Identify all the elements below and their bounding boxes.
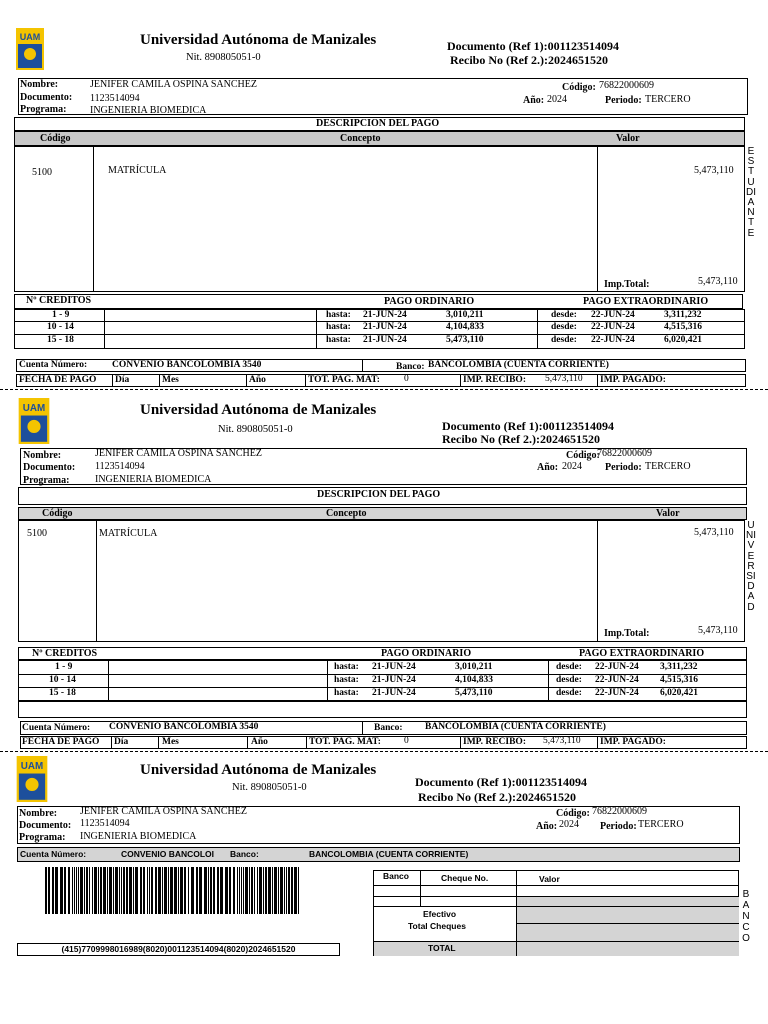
barcode-bar <box>263 867 264 914</box>
hasta-date-2: 21-JUN-24 <box>372 675 416 685</box>
credits-header-ordinario: PAGO ORDINARIO <box>384 296 475 307</box>
student-period: TERCERO <box>645 94 691 105</box>
col-codigo: Código <box>40 133 71 144</box>
barcode-bar <box>217 867 219 914</box>
barcode-bar <box>126 867 128 914</box>
extra-value-1: 3,311,232 <box>664 310 702 320</box>
nombre-label: Nombre: <box>19 808 58 819</box>
barcode-bar <box>48 867 50 914</box>
svg-text:UAM: UAM <box>20 761 44 773</box>
documento-label: Documento: <box>20 92 73 103</box>
doc-ref-label: Documento (Ref 1): <box>447 39 548 53</box>
student-code: 76822000609 <box>597 448 652 459</box>
barcode-bar <box>129 867 132 914</box>
student-program: INGENIERIA BIOMEDICA <box>95 474 212 485</box>
barcode-bar <box>94 867 97 914</box>
student-code: 76822000609 <box>592 806 647 817</box>
barcode-bar <box>78 867 79 914</box>
barcode-bar <box>80 867 83 914</box>
nit: Nit. 890805051-0 <box>218 424 293 435</box>
barcode-text: (415)7709998016989(8020)001123514094(8020)2024651520 <box>61 944 296 954</box>
mes-label: Mes <box>162 737 179 747</box>
banco-value: BANCOLOMBIA (CUENTA CORRIENTE) <box>425 722 606 732</box>
tot-pag-value: 0 <box>404 374 409 384</box>
barcode-bar <box>229 867 231 914</box>
credits-header-creditos: Nº CREDITOS <box>26 295 92 306</box>
barcode-bar <box>52 867 54 914</box>
barcode-bar <box>257 867 258 914</box>
barcode-bar <box>92 867 93 914</box>
barcode-bar <box>115 867 118 914</box>
barcode-bar <box>55 867 58 914</box>
barcode-bar <box>245 867 248 914</box>
banco-label: Banco: <box>374 723 403 733</box>
student-year: 2024 <box>559 819 579 830</box>
barcode-bar <box>135 867 138 914</box>
barcode-bar <box>149 867 150 914</box>
barcode-bar <box>168 867 169 914</box>
bank-col-cheque: Cheque No. <box>441 873 489 883</box>
col-valor: Valor <box>656 508 680 519</box>
item-concept: MATRÍCULA <box>99 528 158 539</box>
barcode-bar <box>89 867 90 914</box>
imp-recibo-label: IMP. RECIBO: <box>463 375 526 385</box>
credits-header-ordinario: PAGO ORDINARIO <box>381 648 472 659</box>
banco-label: Banco: <box>396 362 425 372</box>
receipt-ref-value: 2024651520 <box>547 53 608 67</box>
hasta-date-3: 21-JUN-24 <box>363 335 407 345</box>
item-code: 5100 <box>27 528 47 539</box>
credit-range-1: 1 - 9 <box>55 662 73 672</box>
student-period: TERCERO <box>638 819 684 830</box>
university-name: Universidad Autónoma de Manizales <box>140 32 377 48</box>
desde-date-3: 22-JUN-24 <box>595 688 639 698</box>
barcode-bar <box>170 867 173 914</box>
ord-value-1: 3,010,211 <box>455 662 493 672</box>
barcode-bar <box>298 867 299 914</box>
bank-efectivo: Efectivo <box>423 909 457 919</box>
credits-header-creditos: Nº CREDITOS <box>32 648 98 659</box>
barcode-bar <box>84 867 85 914</box>
col-concepto: Concepto <box>340 133 381 144</box>
tot-pag-label: TOT. PAG. MAT: <box>308 375 380 385</box>
payment-table-header <box>18 507 747 520</box>
dia-label: Día <box>114 737 129 747</box>
barcode-bar <box>100 867 102 914</box>
barcode-bar <box>288 867 290 914</box>
barcode-bar <box>196 867 198 914</box>
desde-label: desde: <box>551 310 577 320</box>
university-name: Universidad Autónoma de Manizales <box>140 402 377 418</box>
payment-section-title: DESCRIPCION DEL PAGO <box>316 118 440 129</box>
periodo-label: Periodo: <box>605 462 642 473</box>
barcode-bar <box>249 867 250 914</box>
barcode-bar <box>155 867 157 914</box>
doc-ref-value: 001123514094 <box>542 419 614 433</box>
barcode-bar <box>107 867 108 914</box>
periodo-label: Periodo: <box>600 821 637 832</box>
extra-value-2: 4,515,316 <box>660 675 698 685</box>
credits-header-extra: PAGO EXTRAORDINARIO <box>579 648 705 659</box>
svg-text:UAM: UAM <box>22 403 46 415</box>
barcode-bar <box>225 867 228 914</box>
desde-date-3: 22-JUN-24 <box>591 335 635 345</box>
bank-col-banco: Banco <box>383 871 409 881</box>
desde-label: desde: <box>556 662 582 672</box>
credit-range-2: 10 - 14 <box>47 322 74 332</box>
student-document: 1123514094 <box>90 93 140 104</box>
student-name: JENIFER CAMILA OSPINA SANCHEZ <box>80 806 247 817</box>
blank-row <box>18 701 747 718</box>
barcode-bar <box>184 867 186 914</box>
item-value: 5,473,110 <box>694 165 734 176</box>
periodo-label: Periodo: <box>605 95 642 106</box>
imp-total-value: 5,473,110 <box>698 276 738 287</box>
desde-label: desde: <box>556 688 582 698</box>
barcode-bar <box>164 867 167 914</box>
codigo-label: Código: <box>556 808 590 819</box>
student-document: 1123514094 <box>80 818 130 829</box>
barcode-bar <box>180 867 183 914</box>
hasta-label: hasta: <box>326 335 351 345</box>
imp-pagado-label: IMP. PAGADO: <box>600 737 666 747</box>
nombre-label: Nombre: <box>20 79 59 90</box>
tot-pag-label: TOT. PAG. MAT: <box>309 737 381 747</box>
extra-value-3: 6,020,421 <box>660 688 698 698</box>
barcode-bar <box>174 867 177 914</box>
hasta-date-3: 21-JUN-24 <box>372 688 416 698</box>
barcode-bar <box>204 867 207 914</box>
nombre-label: Nombre: <box>23 450 62 461</box>
ord-value-2: 4,104,833 <box>455 675 493 685</box>
nit: Nit. 890805051-0 <box>186 52 261 63</box>
barcode-bar <box>243 867 244 914</box>
banco-label: Banco: <box>230 849 259 859</box>
barcode-bar <box>251 867 253 914</box>
bank-col-valor: Valor <box>539 874 560 884</box>
barcode-bar <box>64 867 66 914</box>
desde-date-1: 22-JUN-24 <box>595 662 639 672</box>
barcode-bar <box>121 867 122 914</box>
hasta-label: hasta: <box>334 662 359 672</box>
cut-line <box>0 751 768 752</box>
ord-value-3: 5,473,110 <box>446 335 484 345</box>
hasta-date-1: 21-JUN-24 <box>372 662 416 672</box>
barcode-bar <box>98 867 99 914</box>
barcode-bar <box>119 867 120 914</box>
barcode-bar <box>265 867 267 914</box>
side-label-banco: BANCO <box>742 889 750 944</box>
student-code: 76822000609 <box>599 80 654 91</box>
student-period: TERCERO <box>645 461 691 472</box>
barcode-bar <box>45 867 47 914</box>
student-year: 2024 <box>562 461 582 472</box>
barcode-bar <box>72 867 73 914</box>
programa-label: Programa: <box>19 832 66 843</box>
barcode <box>45 867 301 914</box>
barcode-bar <box>259 867 262 914</box>
barcode-bar <box>143 867 145 914</box>
receipt-ref-value: 2024651520 <box>539 432 600 446</box>
documento-label: Documento: <box>19 820 72 831</box>
cuenta-value: CONVENIO BANCOLOMBIA 3540 <box>112 360 262 370</box>
side-label-estudiante: ESTUDIANTE <box>746 146 756 239</box>
banco-value: BANCOLOMBIA (CUENTA CORRIENTE) <box>309 849 469 859</box>
imp-total-label: Imp.Total: <box>604 279 650 290</box>
programa-label: Programa: <box>23 475 70 486</box>
barcode-bar <box>220 867 223 914</box>
desde-label: desde: <box>551 335 577 345</box>
cuenta-label: Cuenta Número: <box>19 360 88 370</box>
anio-label: Año: <box>523 95 545 106</box>
barcode-bar <box>291 867 293 914</box>
barcode-bar <box>286 867 287 914</box>
nit: Nit. 890805051-0 <box>232 782 307 793</box>
student-document: 1123514094 <box>95 461 145 472</box>
barcode-bar <box>140 867 142 914</box>
uam-logo-icon <box>16 28 44 70</box>
tot-pag-value: 0 <box>404 736 409 746</box>
cuenta-value: CONVENIO BANCOLOI <box>121 849 215 859</box>
doc-ref-value: 001123514094 <box>515 775 587 789</box>
hasta-label: hasta: <box>326 310 351 320</box>
student-name: JENIFER CAMILA OSPINA SANCHEZ <box>95 448 262 459</box>
item-value: 5,473,110 <box>694 527 734 538</box>
barcode-bar <box>76 867 77 914</box>
col-concepto: Concepto <box>326 508 367 519</box>
barcode-bar <box>233 867 235 914</box>
imp-pagado-label: IMP. PAGADO: <box>600 375 666 385</box>
dia-label: Día <box>115 375 130 385</box>
credit-range-3: 15 - 18 <box>47 335 74 345</box>
university-name: Universidad Autónoma de Manizales <box>140 762 377 778</box>
hasta-label: hasta: <box>334 688 359 698</box>
anio-label: Año <box>249 375 266 385</box>
extra-value-3: 6,020,421 <box>664 335 702 345</box>
svg-text:UAM: UAM <box>19 32 41 42</box>
receipt-ref-label: Recibo No (Ref 2.): <box>418 790 516 804</box>
barcode-bar <box>191 867 194 914</box>
documento-label: Documento: <box>23 462 76 473</box>
anio-label: Año: <box>537 462 559 473</box>
banco-value: BANCOLOMBIA (CUENTA CORRIENTE) <box>428 360 609 370</box>
barcode-bar <box>151 867 153 914</box>
barcode-bar <box>123 867 125 914</box>
credit-range-3: 15 - 18 <box>49 688 76 698</box>
hasta-label: hasta: <box>334 675 359 685</box>
uam-logo-icon <box>16 756 48 802</box>
bank-grey-cells <box>516 896 739 941</box>
barcode-bar <box>162 867 163 914</box>
barcode-bar <box>268 867 271 914</box>
codigo-label: Código: <box>566 450 600 461</box>
cuenta-label: Cuenta Número: <box>20 849 87 859</box>
hasta-label: hasta: <box>326 322 351 332</box>
barcode-bar <box>133 867 134 914</box>
hasta-date-2: 21-JUN-24 <box>363 322 407 332</box>
barcode-bar <box>208 867 209 914</box>
barcode-bar <box>239 867 240 914</box>
barcode-bar <box>74 867 75 914</box>
anio-label: Año: <box>536 821 558 832</box>
cuenta-value: CONVENIO BANCOLOMBIA 3540 <box>109 722 259 732</box>
student-program: INGENIERIA BIOMEDICA <box>90 105 207 116</box>
ord-value-3: 5,473,110 <box>455 688 493 698</box>
receipt-ref-label: Recibo No (Ref 2.): <box>450 53 548 67</box>
uam-logo-icon <box>18 398 50 444</box>
doc-ref-value: 001123514094 <box>547 39 619 53</box>
desde-label: desde: <box>551 322 577 332</box>
barcode-bar <box>294 867 297 914</box>
credit-range-1: 1 - 9 <box>52 310 70 320</box>
extra-value-1: 3,311,232 <box>660 662 698 672</box>
barcode-bar <box>158 867 161 914</box>
desde-date-1: 22-JUN-24 <box>591 310 635 320</box>
imp-recibo-value: 5,473,110 <box>543 736 581 746</box>
barcode-bar <box>147 867 148 914</box>
credits-header-extra: PAGO EXTRAORDINARIO <box>583 296 709 307</box>
barcode-bar <box>241 867 242 914</box>
barcode-bar <box>213 867 215 914</box>
barcode-bar <box>178 867 179 914</box>
desde-date-2: 22-JUN-24 <box>591 322 635 332</box>
codigo-label: Código: <box>562 82 596 93</box>
barcode-bar <box>103 867 106 914</box>
desde-label: desde: <box>556 675 582 685</box>
bank-total: TOTAL <box>428 943 456 953</box>
student-program: INGENIERIA BIOMEDICA <box>80 831 197 842</box>
side-label-universidad: UNIVERSIDAD <box>746 520 756 613</box>
payment-section-title: DESCRIPCION DEL PAGO <box>317 489 441 500</box>
imp-recibo-label: IMP. RECIBO: <box>463 737 526 747</box>
barcode-bar <box>188 867 189 914</box>
ord-value-2: 4,104,833 <box>446 322 484 332</box>
item-code: 5100 <box>32 167 52 178</box>
col-codigo: Código <box>42 508 73 519</box>
student-year: 2024 <box>547 94 567 105</box>
barcode-bar <box>284 867 285 914</box>
imp-total-value: 5,473,110 <box>698 625 738 636</box>
anio-label: Año <box>251 737 268 747</box>
cuenta-label: Cuenta Número: <box>22 723 91 733</box>
barcode-bar <box>60 867 63 914</box>
credit-range-2: 10 - 14 <box>49 675 76 685</box>
imp-total-label: Imp.Total: <box>604 628 650 639</box>
fecha-label: FECHA DE PAGO <box>22 737 100 747</box>
barcode-bar <box>280 867 283 914</box>
cut-line <box>0 389 768 390</box>
barcode-bar <box>278 867 279 914</box>
doc-ref-label: Documento (Ref 1): <box>442 419 543 433</box>
mes-label: Mes <box>162 375 179 385</box>
barcode-bar <box>86 867 88 914</box>
student-name: JENIFER CAMILA OSPINA SANCHEZ <box>90 79 257 90</box>
extra-value-2: 4,515,316 <box>664 322 702 332</box>
barcode-bar <box>199 867 202 914</box>
item-concept: MATRÍCULA <box>108 165 167 176</box>
barcode-bar <box>113 867 114 914</box>
bank-total-cheques: Total Cheques <box>408 921 466 931</box>
desde-date-2: 22-JUN-24 <box>595 675 639 685</box>
barcode-bar <box>272 867 273 914</box>
barcode-bar <box>68 867 70 914</box>
barcode-bar <box>237 867 238 914</box>
hasta-date-1: 21-JUN-24 <box>363 310 407 320</box>
ord-value-1: 3,010,211 <box>446 310 484 320</box>
receipt-ref-label: Recibo No (Ref 2.): <box>442 432 540 446</box>
barcode-bar <box>109 867 112 914</box>
barcode-bar <box>254 867 255 914</box>
barcode-bar <box>210 867 212 914</box>
barcode-bar <box>274 867 277 914</box>
imp-recibo-value: 5,473,110 <box>545 374 583 384</box>
receipt-ref-value: 2024651520 <box>515 790 576 804</box>
fecha-label: FECHA DE PAGO <box>19 375 97 385</box>
col-valor: Valor <box>616 133 640 144</box>
programa-label: Programa: <box>20 104 67 115</box>
doc-ref-label: Documento (Ref 1): <box>415 775 516 789</box>
